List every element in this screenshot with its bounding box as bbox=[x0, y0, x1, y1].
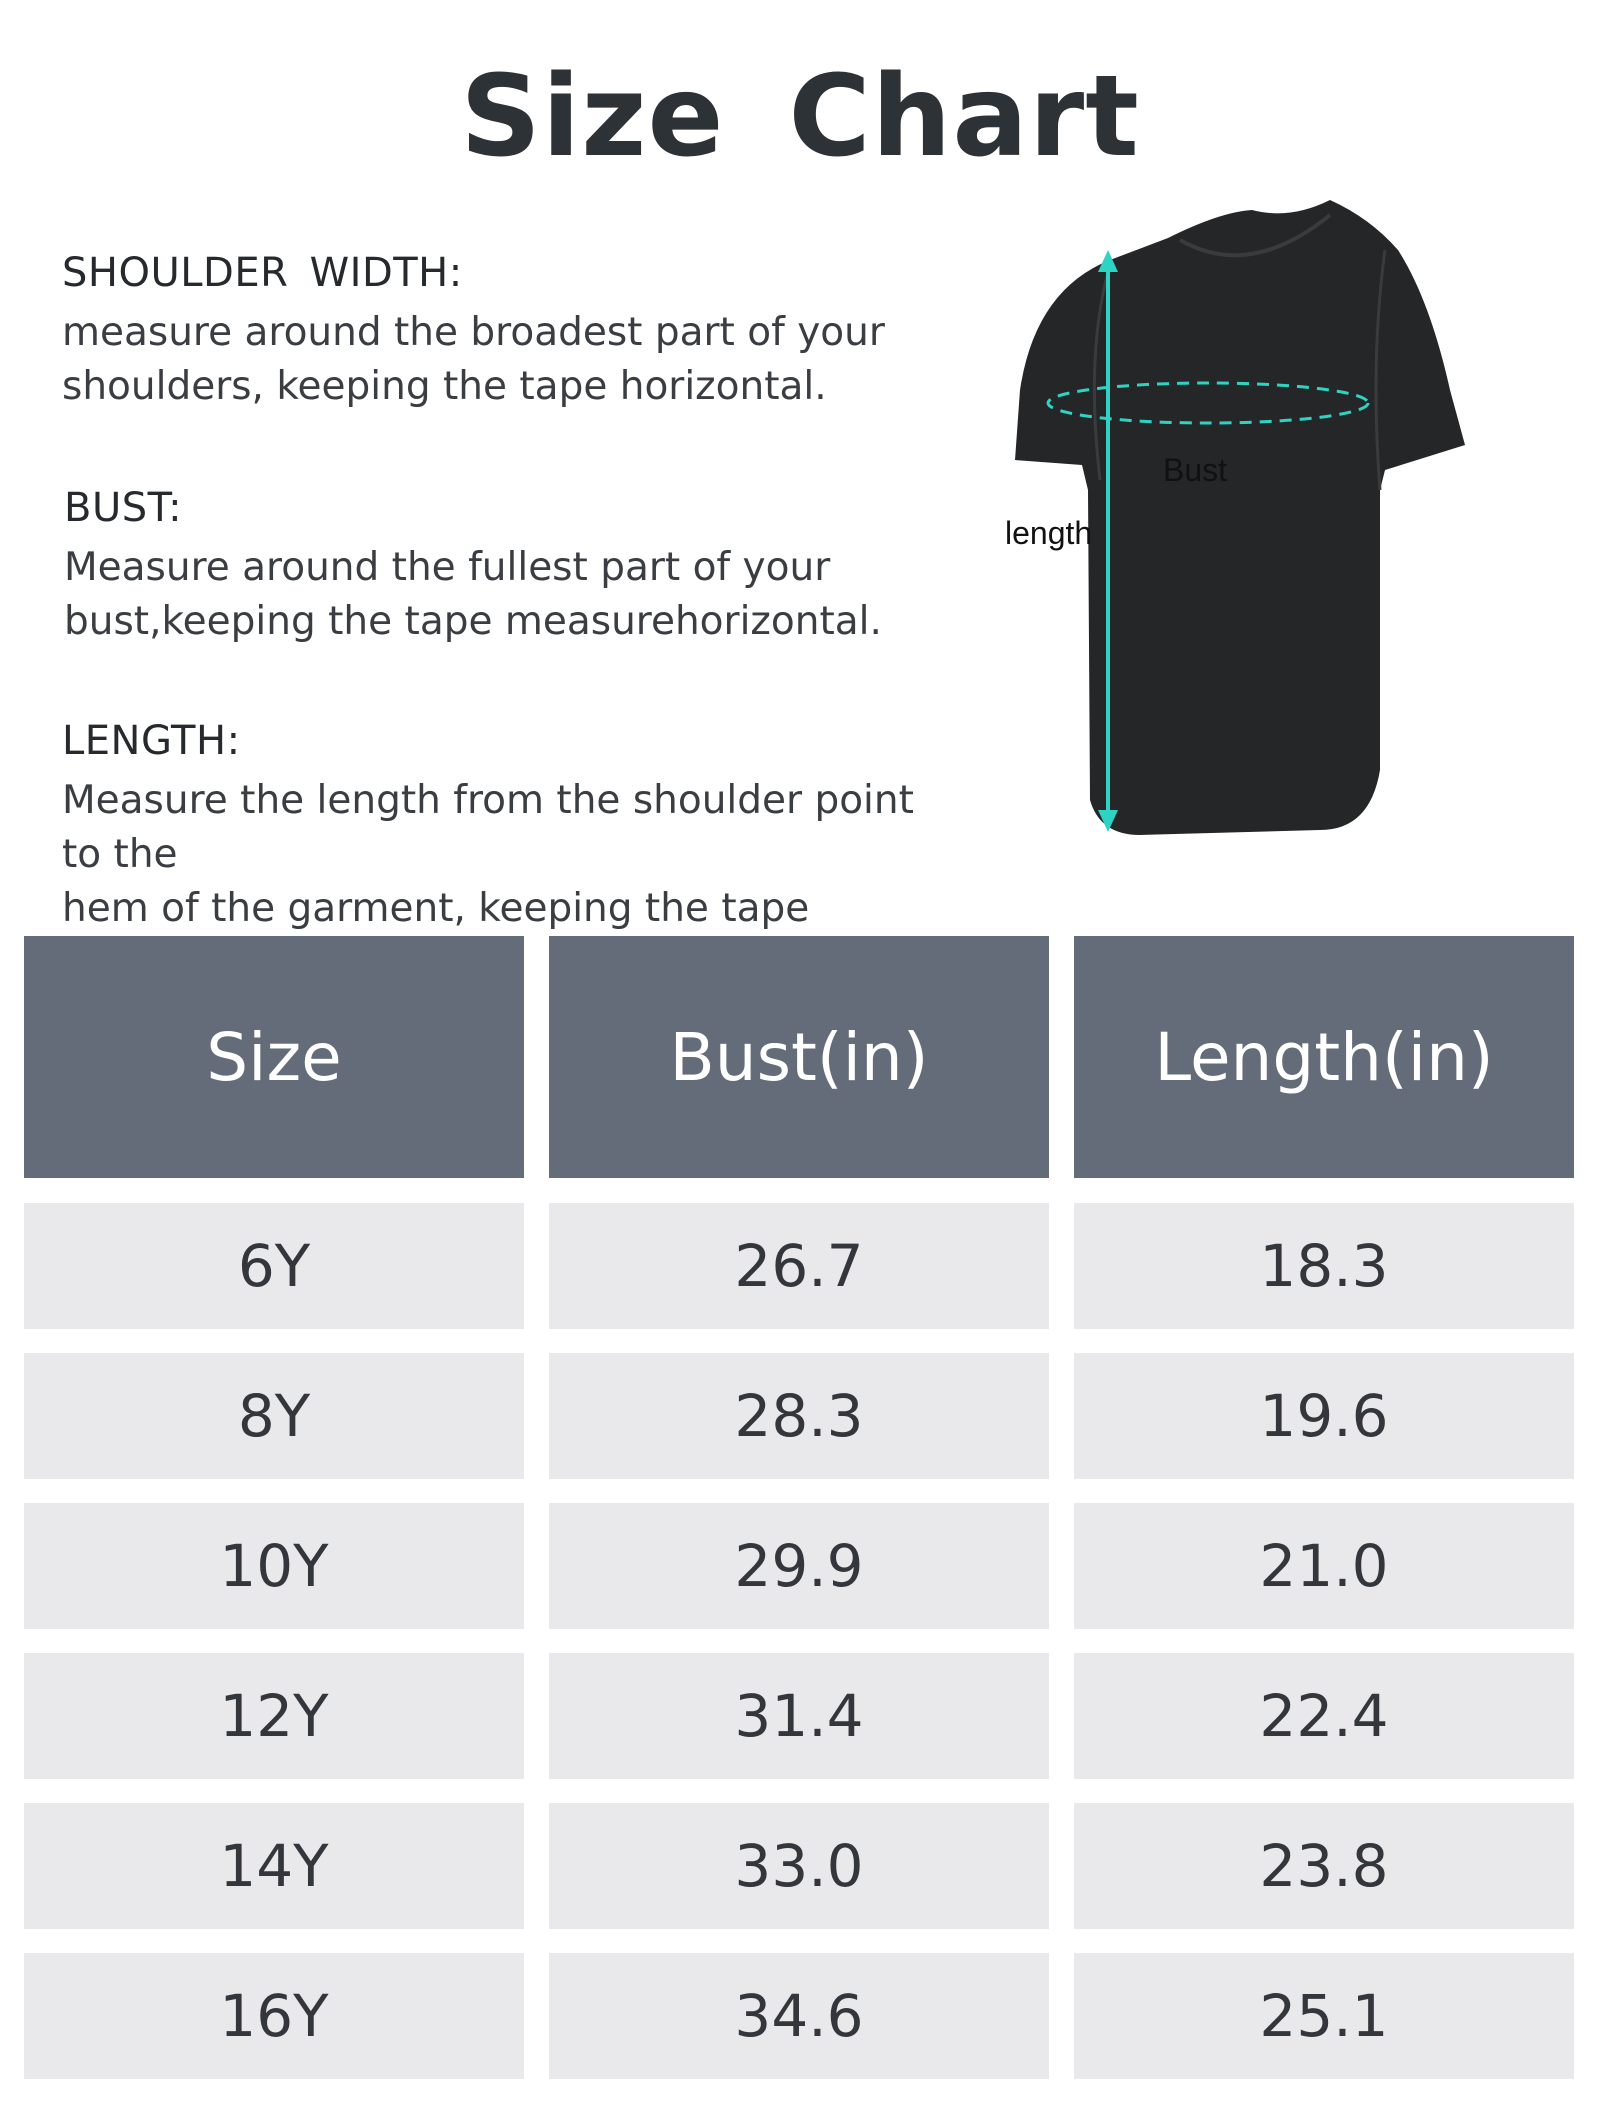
size-cell: 16Y bbox=[24, 1953, 524, 2079]
bust-line-2: bust,keeping the tape measurehorizontal. bbox=[64, 599, 882, 644]
size-cell: 14Y bbox=[24, 1803, 524, 1929]
size-cell: 6Y bbox=[24, 1203, 524, 1329]
bust-label: Bust bbox=[1163, 452, 1228, 488]
table-row bbox=[24, 1203, 1576, 1329]
page-title: Size Chart bbox=[460, 52, 1140, 182]
shoulder-width-text bbox=[62, 306, 962, 414]
length-cell: 23.8 bbox=[1074, 1803, 1574, 1929]
length-cell: 21.0 bbox=[1074, 1503, 1574, 1629]
header-size: Size bbox=[24, 936, 524, 1178]
header-bust: Bust(in) bbox=[549, 936, 1049, 1178]
length-cell: 25.1 bbox=[1074, 1953, 1574, 2079]
tshirt-measurement-diagram bbox=[990, 190, 1510, 850]
length-cell: 18.3 bbox=[1074, 1203, 1574, 1329]
shoulder-width-instruction bbox=[62, 250, 962, 414]
length-label: length bbox=[1005, 515, 1093, 551]
bust-line-1: Measure around the fullest part of your bbox=[64, 545, 831, 590]
size-table bbox=[24, 936, 1576, 2103]
length-cell: 22.4 bbox=[1074, 1653, 1574, 1779]
bust-cell: 33.0 bbox=[549, 1803, 1049, 1929]
table-row bbox=[24, 1953, 1576, 2079]
shoulder-width-line-1: measure around the broadest part of your bbox=[62, 310, 885, 355]
table-row bbox=[24, 1503, 1576, 1629]
shoulder-width-heading: SHOULDER WIDTH: bbox=[62, 250, 463, 296]
table-row bbox=[24, 1803, 1576, 1929]
size-cell: 8Y bbox=[24, 1353, 524, 1479]
table-row bbox=[24, 1653, 1576, 1779]
bust-cell: 34.6 bbox=[549, 1953, 1049, 2079]
shoulder-width-line-2: shoulders, keeping the tape horizontal. bbox=[62, 364, 827, 409]
bust-instruction bbox=[64, 485, 964, 649]
length-line-2: hem of the garment, keeping the tape bbox=[62, 886, 810, 931]
bust-cell: 31.4 bbox=[549, 1653, 1049, 1779]
bust-cell: 29.9 bbox=[549, 1503, 1049, 1629]
length-heading: LENGTH: bbox=[62, 718, 241, 764]
header-length: Length(in) bbox=[1074, 936, 1574, 1178]
bust-cell: 28.3 bbox=[549, 1353, 1049, 1479]
length-cell: 19.6 bbox=[1074, 1353, 1574, 1479]
bust-cell: 26.7 bbox=[549, 1203, 1049, 1329]
table-row bbox=[24, 1353, 1576, 1479]
bust-heading: BUST: bbox=[64, 485, 183, 531]
length-line-1: Measure the length from the shoulder point to the bbox=[62, 778, 914, 877]
size-cell: 10Y bbox=[24, 1503, 524, 1629]
bust-text bbox=[64, 541, 964, 649]
size-cell: 12Y bbox=[24, 1653, 524, 1779]
table-header-row bbox=[24, 936, 1576, 1178]
